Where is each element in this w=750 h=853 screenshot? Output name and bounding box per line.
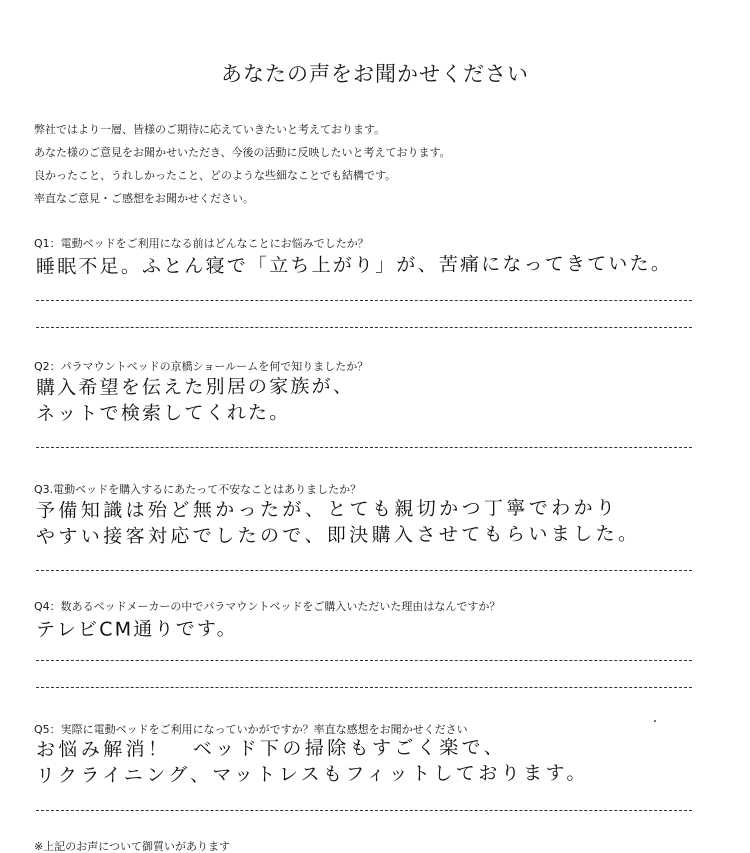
question-label: Q4：数あるベッドメーカーの中でパラマウントベッドをご購入いただいた理由はなんですか？ bbox=[34, 600, 501, 613]
handwritten-answer: リクライニング、マットレスもフィットしております。 bbox=[35, 762, 589, 787]
question-label: Q1：電動ベッドをご利用になる前はどんなことにお悩みでしたか？ bbox=[34, 237, 369, 250]
answer-rule bbox=[36, 810, 692, 811]
footnote: ※上記のお声について御質いがあります bbox=[34, 840, 230, 853]
answer-rule bbox=[36, 570, 692, 571]
question-label: Q2：パラマウントベッドの京橋ショールームを何で知りましたか？ bbox=[34, 360, 369, 373]
answer-rule bbox=[36, 687, 692, 688]
intro-line: 弊社ではより一層、皆様のご期待に応えていきたいと考えております。 bbox=[34, 123, 386, 136]
question-label: Q5：実際に電動ベッドをご利用になっていかがですか？率直な感想をお聞かせください bbox=[34, 723, 468, 736]
handwritten-answer: 睡眠不足。ふとん寝で「立ち上がり」が、苦痛になってきていた。 bbox=[35, 252, 673, 278]
handwritten-answer: 予備知識は殆ど無かったが、とても親切かつ丁寧でわかり bbox=[35, 496, 619, 522]
stray-mark bbox=[654, 720, 656, 722]
handwritten-answer: ネットで検索してくれた。 bbox=[35, 401, 291, 425]
handwritten-answer: やすい接客対応でしたので、即決購入させてもらいました。 bbox=[35, 522, 641, 548]
answer-rule bbox=[36, 660, 692, 661]
intro-line: あなた様のご意見をお聞かせいただき、今後の活動に反映したいと考えております。 bbox=[34, 146, 451, 159]
intro-line: 率直なご意見・ご感想をお聞かせください。 bbox=[34, 192, 254, 205]
question-label: Q3.電動ベッドを購入するにあたって不安なことはありましたか？ bbox=[34, 483, 362, 496]
answer-rule bbox=[36, 327, 692, 328]
handwritten-answer: テレビCM通りです。 bbox=[35, 617, 238, 641]
intro-text bbox=[34, 124, 724, 216]
intro-line: 良かったこと、うれしかったこと、どのような些細なことでも結構です。 bbox=[34, 169, 397, 182]
answer-rule bbox=[36, 300, 692, 301]
answer-rule bbox=[36, 447, 692, 448]
page-title: あなたの声をお聞かせください bbox=[221, 62, 529, 86]
handwritten-answer: お悩み解消！ ベッド下の掃除もすごく楽で、 bbox=[35, 736, 507, 761]
handwritten-answer: 購入希望を伝えた別居の家族が、 bbox=[35, 375, 355, 399]
